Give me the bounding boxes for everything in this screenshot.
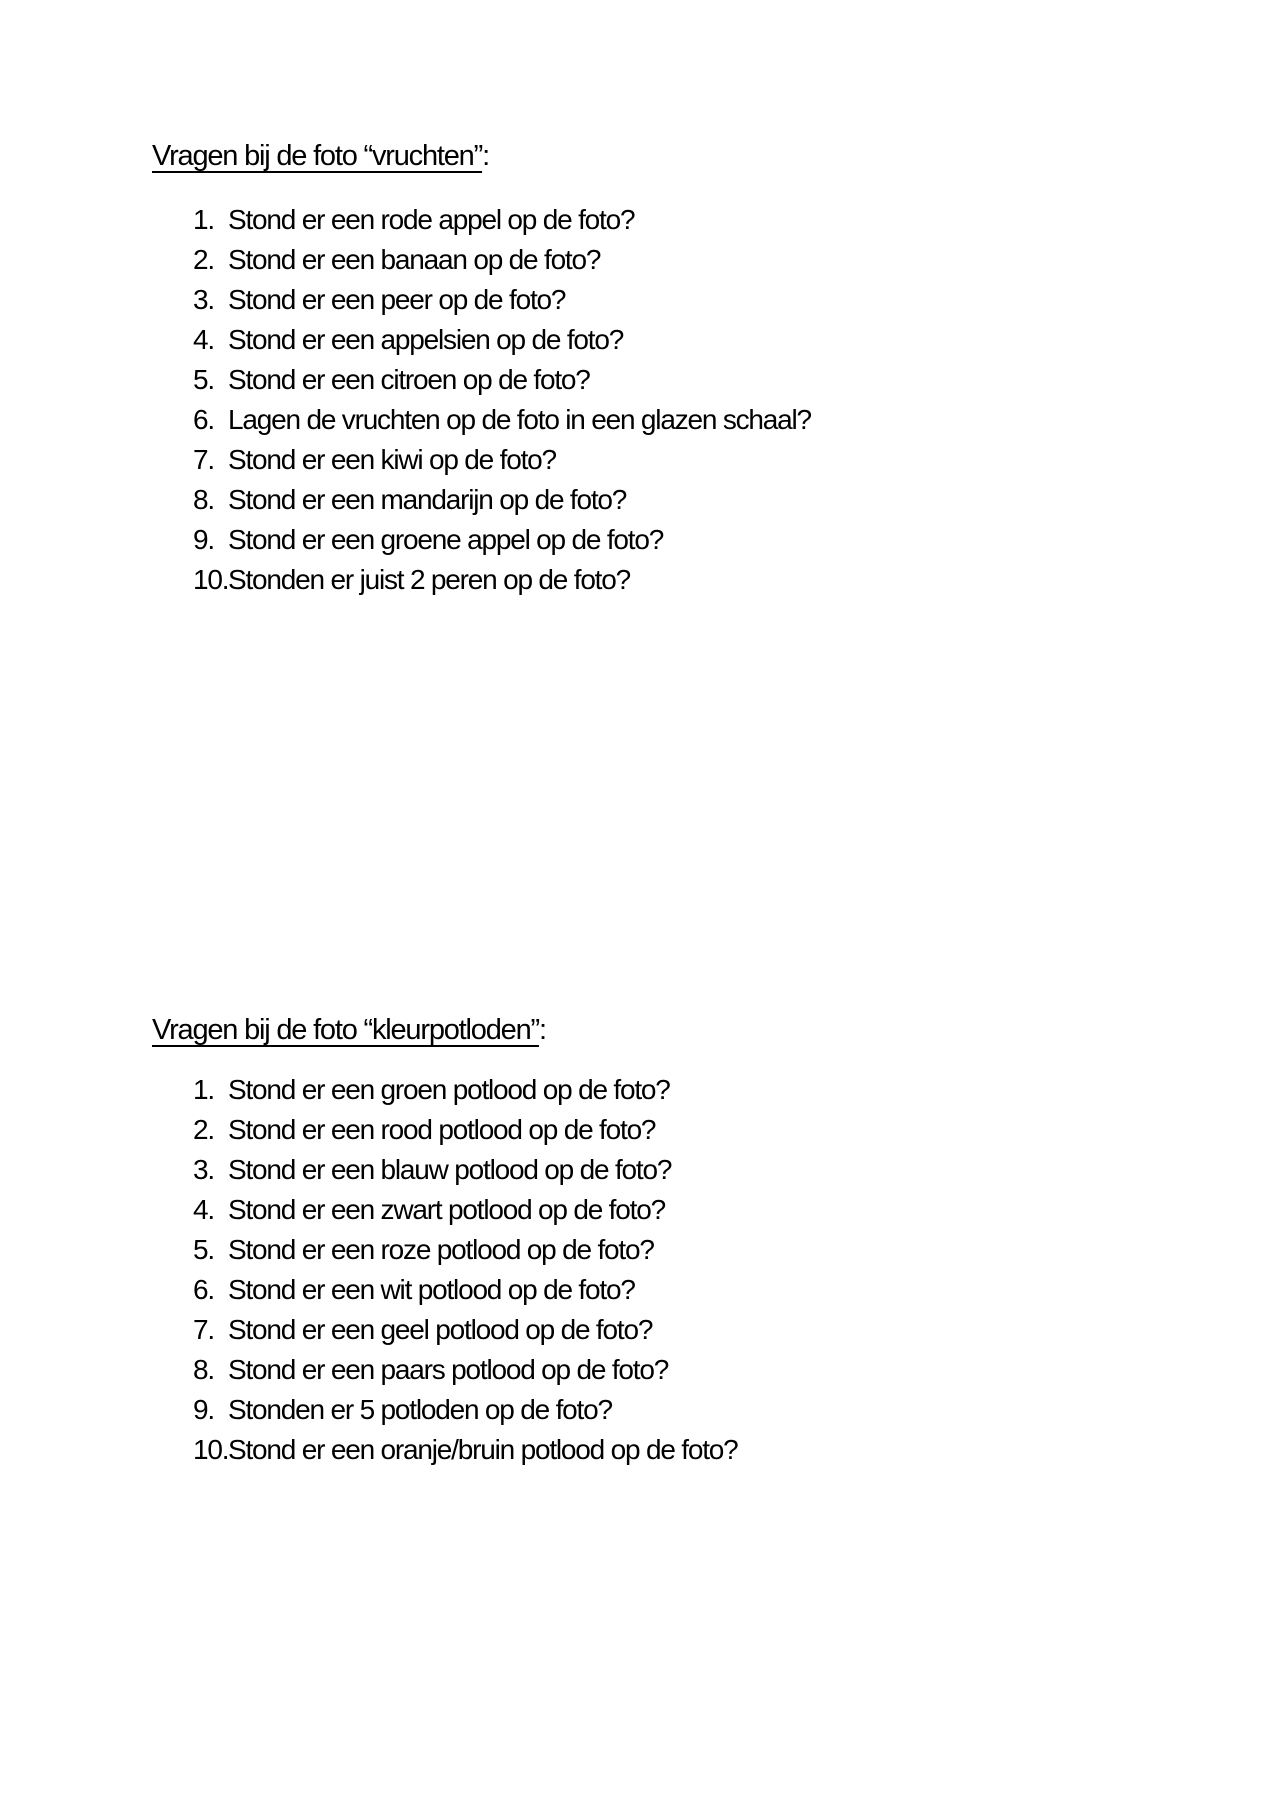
question-text: Stond er een groene appel op de foto? bbox=[228, 524, 664, 555]
fruits-question-list bbox=[193, 200, 811, 600]
question-number: 7. bbox=[193, 1314, 214, 1345]
question-text: Stond er een wit potlood op de foto? bbox=[228, 1274, 635, 1305]
question-text: Stond er een roze potlood op de foto? bbox=[228, 1234, 654, 1265]
question-item bbox=[193, 1390, 738, 1430]
question-text: Stond er een geel potlood op de foto? bbox=[228, 1314, 653, 1345]
pencils-question-list bbox=[193, 1070, 738, 1470]
fruits-section-title-underlined: Vragen bij de foto “vruchten” bbox=[152, 140, 483, 172]
question-text: Stond er een peer op de foto? bbox=[228, 284, 566, 315]
question-number: 1. bbox=[193, 1074, 214, 1105]
question-item bbox=[193, 240, 811, 280]
question-item bbox=[193, 1110, 738, 1150]
question-item bbox=[193, 320, 811, 360]
pencils-section-title-underlined: Vragen bij de foto “kleurpotloden” bbox=[152, 1014, 539, 1046]
question-number: 2. bbox=[193, 244, 214, 275]
question-text: Stond er een rood potlood op de foto? bbox=[228, 1114, 656, 1145]
question-item bbox=[193, 1310, 738, 1350]
question-number: 5. bbox=[193, 1234, 214, 1265]
question-item bbox=[193, 440, 811, 480]
question-text: Stond er een groen potlood op de foto? bbox=[228, 1074, 670, 1105]
question-text: Lagen de vruchten op de foto in een glazen schaal? bbox=[228, 404, 811, 435]
question-number: 8. bbox=[193, 1354, 214, 1385]
question-text: Stond er een banaan op de foto? bbox=[228, 244, 601, 275]
question-text: Stond er een blauw potlood op de foto? bbox=[228, 1154, 672, 1185]
question-item bbox=[193, 480, 811, 520]
question-number: 6. bbox=[193, 404, 214, 435]
question-text: Stond er een zwart potlood op de foto? bbox=[228, 1194, 665, 1225]
question-text: Stond er een mandarijn op de foto? bbox=[228, 484, 627, 515]
question-item bbox=[193, 1270, 738, 1310]
question-number: 10. bbox=[193, 564, 229, 595]
question-item bbox=[193, 1430, 738, 1470]
question-item bbox=[193, 1230, 738, 1270]
question-item bbox=[193, 1150, 738, 1190]
question-number: 3. bbox=[193, 1154, 214, 1185]
question-item bbox=[193, 520, 811, 560]
question-text: Stond er een paars potlood op de foto? bbox=[228, 1354, 669, 1385]
question-item bbox=[193, 1350, 738, 1390]
question-number: 1. bbox=[193, 204, 214, 235]
question-text: Stonden er 5 potloden op de foto? bbox=[228, 1394, 612, 1425]
question-text: Stond er een rode appel op de foto? bbox=[228, 204, 635, 235]
question-number: 6. bbox=[193, 1274, 214, 1305]
question-item bbox=[193, 360, 811, 400]
fruits-section-title bbox=[152, 136, 489, 176]
question-item bbox=[193, 560, 811, 600]
question-item bbox=[193, 280, 811, 320]
question-number: 8. bbox=[193, 484, 214, 515]
fruits-section-title-colon: : bbox=[482, 140, 489, 172]
question-number: 3. bbox=[193, 284, 214, 315]
question-number: 10. bbox=[193, 1434, 229, 1465]
question-number: 4. bbox=[193, 324, 214, 355]
question-item bbox=[193, 1190, 738, 1230]
pencils-section-title bbox=[152, 1010, 546, 1050]
question-number: 7. bbox=[193, 444, 214, 475]
question-number: 5. bbox=[193, 364, 214, 395]
question-number: 4. bbox=[193, 1194, 214, 1225]
question-text: Stonden er juist 2 peren op de foto? bbox=[228, 564, 631, 595]
question-number: 9. bbox=[193, 1394, 214, 1425]
question-item bbox=[193, 1070, 738, 1110]
question-item bbox=[193, 400, 811, 440]
question-text: Stond er een citroen op de foto? bbox=[228, 364, 590, 395]
question-text: Stond er een kiwi op de foto? bbox=[228, 444, 556, 475]
question-item bbox=[193, 200, 811, 240]
question-number: 2. bbox=[193, 1114, 214, 1145]
question-text: Stond er een appelsien op de foto? bbox=[228, 324, 624, 355]
pencils-section-title-colon: : bbox=[538, 1014, 546, 1046]
question-text: Stond er een oranje/bruin potlood op de foto? bbox=[228, 1434, 738, 1465]
question-number: 9. bbox=[193, 524, 214, 555]
